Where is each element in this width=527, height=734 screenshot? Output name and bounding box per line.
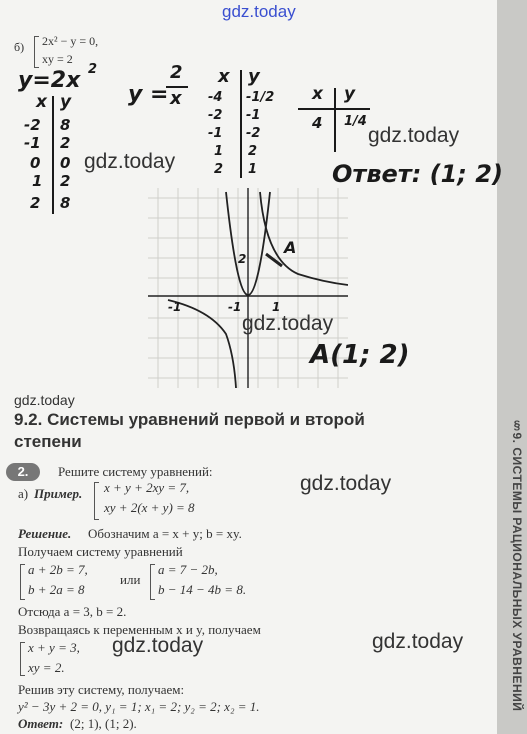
table2-x4: 2	[214, 162, 224, 177]
watermark-bottom-left: gdz.today	[112, 634, 204, 657]
example-label: а)	[18, 486, 29, 501]
table1-x0: -2	[24, 116, 41, 134]
table1-x1: -1	[24, 134, 41, 152]
example-word: Пример.	[34, 486, 83, 501]
system2-brace	[20, 564, 25, 600]
table1-y2: 0	[60, 154, 71, 172]
formula-hyperbola-num: 2	[170, 62, 183, 83]
system1-eq2: xy + 2(x + y) = 8	[104, 500, 195, 515]
table2-header-y: y	[248, 66, 260, 87]
watermark-hand-left: gdz.today	[84, 150, 176, 173]
system2-eq2: b + 2a = 8	[28, 582, 85, 597]
table3-header-x: x	[312, 84, 323, 104]
table3-header-y: y	[344, 84, 356, 104]
solution-word: Решение.	[18, 526, 72, 541]
solution-text: Обозначим a = x + y; b = xy.	[88, 526, 242, 541]
table1-x3: 1	[32, 172, 43, 190]
answer-word: Ответ:	[18, 716, 64, 731]
system4-eq1: x + y = 3,	[28, 640, 80, 655]
task-label: б)	[14, 40, 25, 54]
system1-eq1: x + y + 2xy = 7,	[104, 480, 190, 495]
table3-divider	[334, 88, 336, 152]
watermark-bottom-right: gdz.today	[372, 630, 464, 653]
system2-eq1: a + 2b = 7,	[28, 562, 88, 577]
table1-divider	[52, 96, 54, 214]
point-label: A(1; 2)	[310, 340, 410, 370]
table1-header-y: y	[60, 92, 72, 112]
task-number-badge: 2.	[6, 463, 40, 481]
task-eq1: 2x² − y = 0,	[42, 34, 99, 48]
table3-x0: 4	[312, 114, 323, 132]
formula-hyperbola: y =	[128, 82, 169, 107]
table1-y4: 8	[60, 194, 71, 212]
graph-label-2: 2	[238, 252, 247, 266]
table2-x3: 1	[214, 144, 224, 159]
line-hence: Отсюда a = 3, b = 2.	[18, 604, 127, 619]
sidebar-title: §9. СИСТЕМЫ РАЦИОНАЛЬНЫХ УРАВНЕНИЙ	[510, 418, 524, 712]
graph-label-1: 1	[272, 300, 281, 314]
table1-y0: 8	[60, 116, 71, 134]
or-word: или	[120, 572, 141, 587]
watermark-above-heading: gdz.today	[14, 392, 75, 408]
table2-y0: -1/2	[246, 90, 275, 105]
table2-y1: -1	[246, 108, 261, 123]
table1-y3: 2	[60, 172, 71, 190]
watermark-graph: gdz.today	[242, 312, 334, 335]
system3-brace	[150, 564, 155, 600]
graph-label-minus1: -1	[168, 300, 182, 314]
system3-eq2: b − 14 − 4b = 8.	[158, 582, 247, 597]
table2-y4: 1	[248, 162, 258, 177]
watermark-mid: gdz.today	[300, 472, 392, 495]
line-solved: Решив эту систему, получаем:	[18, 682, 185, 697]
task-title: Решите систему уравнений:	[58, 464, 213, 479]
system1-brace	[94, 482, 99, 520]
system3-eq1: a = 7 − 2b,	[158, 562, 218, 577]
table3-rule	[298, 108, 370, 110]
table2-x2: -1	[208, 126, 223, 141]
system4-eq2: xy = 2.	[28, 660, 65, 675]
formula-parabola: y=2x	[18, 68, 81, 93]
table2-y2: -2	[246, 126, 261, 141]
table2-x1: -2	[208, 108, 223, 123]
table1-x4: 2	[30, 194, 41, 212]
table2-header-x: x	[218, 66, 230, 87]
handwritten-answer: Ответ: (1; 2)	[332, 160, 503, 188]
table1-x2: 0	[30, 154, 41, 172]
section-heading-line2: степени	[14, 432, 82, 451]
table1-y1: 2	[60, 134, 71, 152]
table1-header-x: x	[36, 92, 47, 112]
table2-divider	[240, 70, 242, 178]
line-quadratic: y² − 3y + 2 = 0, y₁ = 1; x₁ = 2; y₂ = 2; x₂ = 1.	[18, 699, 260, 714]
task-brace	[34, 36, 39, 68]
table2-x0: -4	[208, 90, 223, 105]
line-get-system: Получаем систему уравнений	[18, 544, 183, 559]
watermark-hand-right: gdz.today	[368, 124, 460, 147]
formula-hyperbola-den: x	[170, 88, 182, 109]
table2-y3: 2	[248, 144, 258, 159]
graph-point-a: A	[284, 238, 297, 257]
watermark-top: gdz.today	[222, 2, 296, 21]
system4-brace	[20, 642, 25, 676]
section-heading: 9.2. Системы уравнений первой и второй	[14, 410, 365, 429]
answer-text: (2; 1), (1; 2).	[70, 716, 137, 731]
task-eq2: xy = 2	[42, 52, 73, 66]
table3-y0: 1/4	[344, 114, 367, 129]
formula-parabola-exp: 2	[88, 62, 98, 77]
line-return: Возвращаясь к переменным x и y, получаем	[18, 622, 261, 637]
graph-label-minus1-b: -1	[228, 300, 242, 314]
